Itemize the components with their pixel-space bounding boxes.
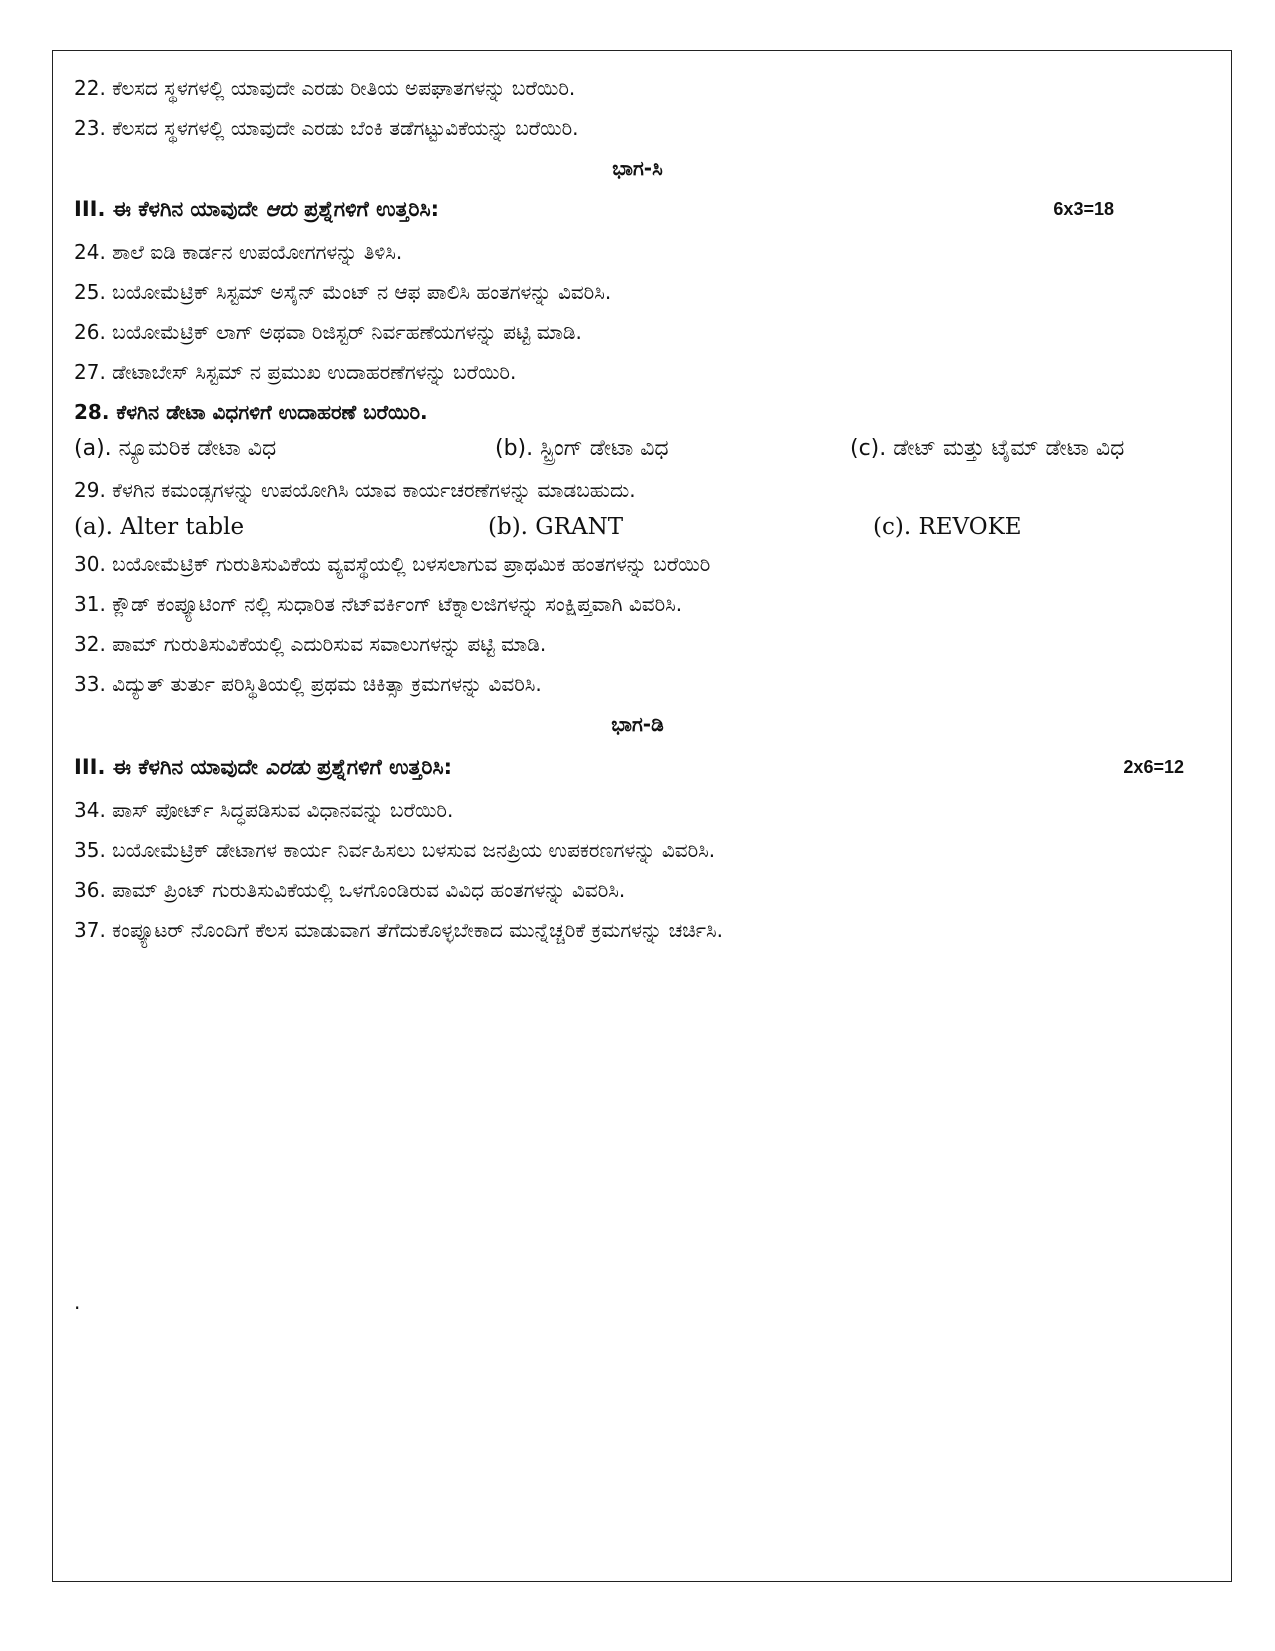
part-c-title: ಭಾಗ-ಸಿ [612,156,663,180]
question-23: 23. ಕೆಲಸದ ಸ್ಥಳಗಳಲ್ಲಿ ಯಾವುದೇ ಎರಡು ಬೆಂಕಿ ತಡೆಗಟ್ಟುವಿಕೆಯನ್ನು ಬರೆಯಿರಿ. [74,116,579,140]
part-d-instruction-count: ಎರಡು [265,755,310,779]
part-d-marks: 2x6=12 [1123,757,1184,777]
question-24: 24. ಶಾಲೆ ಐಡಿ ಕಾರ್ಡನ ಉಪಯೋಗಗಳನ್ನು ತಿಳಿಸಿ. [74,240,403,264]
question-34: 34. ಪಾಸ್ ಪೋರ್ಟ್ ಸಿದ್ಧಪಡಿಸುವ ವಿಧಾನವನ್ನು ಬರೆಯಿರಿ. [74,798,454,822]
part-d-instruction [74,755,1184,780]
part-d-instruction-post: ಪ್ರಶ್ನೆಗಳಿಗೆ ಉತ್ತರಿಸಿ: [309,755,453,779]
question-31: 31. ಕ್ಲೌಡ್ ಕಂಪ್ಯೂಟಿಂಗ್ ನಲ್ಲಿ ಸುಧಾರಿತ ನೆಟ್‌ವರ್ಕಿಂಗ್ ಟೆಕ್ನಾಲಜಿಗಳನ್ನು ಸಂಕ್ಷಿಪ್ತವಾಗಿ ವಿವರಿಸಿ. [74,592,683,616]
question-35: 35. ಬಯೋಮೆಟ್ರಿಕ್ ಡೇಟಾಗಳ ಕಾರ್ಯ ನಿರ್ವಹಿಸಲು ಬಳಸುವ ಜನಪ್ರಿಯ ಉಪಕರಣಗಳನ್ನು ವಿವರಿಸಿ. [74,838,716,862]
question-25: 25. ಬಯೋಮೆಟ್ರಿಕ್ ಸಿಸ್ಟಮ್ ಅಸೈನ್ ಮೆಂಟ್ ನ ಆಫ ಪಾಲಿಸಿ ಹಂತಗಳನ್ನು ವಿವರಿಸಿ. [74,280,612,304]
question-28-option-c: (c). ಡೇಟ್ ಮತ್ತು ಟೈಮ್ ಡೇಟಾ ವಿಧ [850,436,1125,461]
question-29: 29. ಕೆಳಗಿನ ಕಮಂಡ್ಸಗಳನ್ನು ಉಪಯೋಗಿಸಿ ಯಾವ ಕಾರ್ಯಚರಣೆಗಳನ್ನು ಮಾಡಬಹುದು. [74,478,636,502]
question-28-option-a: (a). ನ್ಯೂಮರಿಕ ಡೇಟಾ ವಿಧ [74,436,277,461]
stray-dot: . [74,1290,81,1314]
question-22: 22. ಕೆಲಸದ ಸ್ಥಳಗಳಲ್ಲಿ ಯಾವುದೇ ಎರಡು ರೀತಿಯ ಅಪಘಾತಗಳನ್ನು ಬರೆಯಿರಿ. [74,76,576,100]
part-d-title: ಭಾಗ-ಡಿ [611,712,664,736]
question-29-option-a: (a). Alter table [74,514,245,540]
question-29-option-c: (c). REVOKE [873,514,1022,540]
part-c-marks: 6x3=18 [1053,199,1114,219]
question-37: 37. ಕಂಪ್ಯೂಟರ್ ನೊಂದಿಗೆ ಕೆಲಸ ಮಾಡುವಾಗ ತೆಗೆದುಕೊಳ್ಳಬೇಕಾದ ಮುನ್ನೆಚ್ಚರಿಕೆ ಕ್ರಮಗಳನ್ನು ಚರ್ಚಿಸಿ. [74,918,724,942]
part-c-instruction-pre: III. ಈ ಕೆಳಗಿನ ಯಾವುದೇ [74,197,266,221]
question-32: 32. ಪಾಮ್ ಗುರುತಿಸುವಿಕೆಯಲ್ಲಿ ಎದುರಿಸುವ ಸವಾಲುಗಳನ್ನು ಪಟ್ಟಿ ಮಾಡಿ. [74,632,547,656]
question-30: 30. ಬಯೋಮೆಟ್ರಿಕ್ ಗುರುತಿಸುವಿಕೆಯ ವ್ಯವಸ್ಥೆಯಲ್ಲಿ ಬಳಸಲಾಗುವ ಪ್ರಾಥಮಿಕ ಹಂತಗಳನ್ನು ಬರೆಯಿರಿ [74,552,711,576]
part-c-instruction-count: ಆರು [265,197,297,221]
question-36: 36. ಪಾಮ್ ಪ್ರಿಂಟ್ ಗುರುತಿಸುವಿಕೆಯಲ್ಲಿ ಒಳಗೊಂಡಿರುವ ವಿವಿಧ ಹಂತಗಳನ್ನು ವಿವರಿಸಿ. [74,878,626,902]
question-28: 28. ಕೆಳಗಿನ ಡೇಟಾ ವಿಧಗಳಿಗೆ ಉದಾಹರಣೆ ಬರೆಯಿರಿ. [74,400,428,424]
part-c-instruction [74,197,1184,222]
question-28-option-b: (b). ಸ್ಟ್ರಿಂಗ್ ಡೇಟಾ ವಿಧ [495,436,669,461]
question-27: 27. ಡೇಟಾಬೇಸ್ ಸಿಸ್ಟಮ್ ನ ಪ್ರಮುಖ ಉದಾಹರಣೆಗಳನ್ನು ಬರೆಯಿರಿ. [74,360,517,384]
question-26: 26. ಬಯೋಮೆಟ್ರಿಕ್ ಲಾಗ್ ಅಥವಾ ರಿಜಿಸ್ಟರ್ ನಿರ್ವಹಣೆಯಗಳನ್ನು ಪಟ್ಟಿ ಮಾಡಿ. [74,320,582,344]
part-d-instruction-pre: III. ಈ ಕೆಳಗಿನ ಯಾವುದೇ [74,755,266,779]
question-29-option-b: (b). GRANT [488,514,624,540]
part-c-instruction-post: ಪ್ರಶ್ನೆಗಳಿಗೆ ಉತ್ತರಿಸಿ: [296,197,440,221]
question-33: 33. ವಿದ್ಯುತ್ ತುರ್ತು ಪರಿಸ್ಥಿತಿಯಲ್ಲಿ ಪ್ರಥಮ ಚಿಕಿತ್ಸಾ ಕ್ರಮಗಳನ್ನು ವಿವರಿಸಿ. [74,672,542,696]
